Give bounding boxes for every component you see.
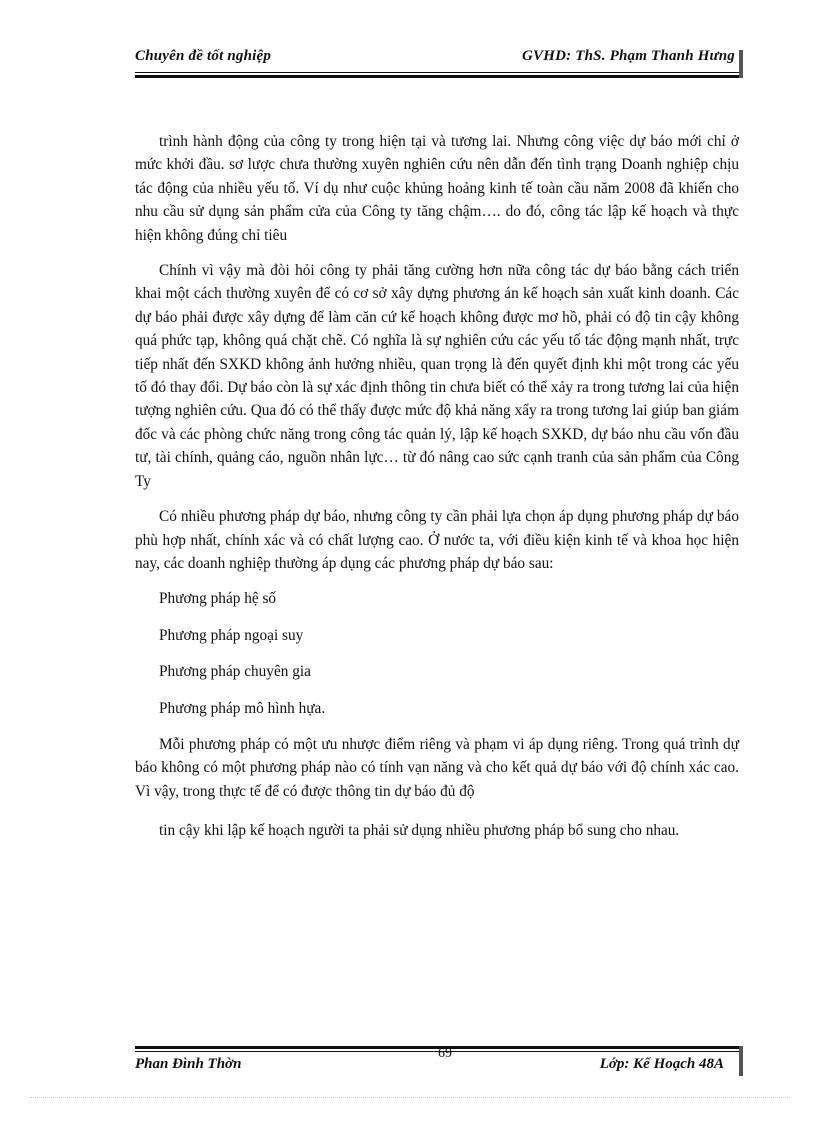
header-rule-thick	[135, 75, 739, 78]
paragraph-1: trình hành động của công ty trong hiện tại và tương lai. Nhưng công việc dự báo mới chỉ ở mức khởi đầu. sơ lược chưa thường xuyên nghiên cứu nên dẫn đến tình trạng Doanh nghiệp chịu tác động của nhiều yếu tố. Ví dụ như cuộc khủng hoảng kinh tế toàn cầu năm 2008 đã khiến cho nhu cầu sử dụng sản phẩm cửa của Công ty tăng chậm…. do đó, công tác lập kế hoạch và thực hiện không đúng chỉ tiêu	[135, 133, 739, 244]
header-title: Chuyên đề tốt nghiệp	[135, 48, 272, 64]
page-header	[135, 48, 739, 70]
header-shadow	[739, 50, 743, 78]
header-rule-thin	[135, 72, 739, 73]
method-item-1: Phương pháp hệ số	[159, 590, 277, 608]
method-item-2: Phương pháp ngoại suy	[159, 626, 304, 644]
header-supervisor: GVHD: ThS. Phạm Thanh Hưng	[522, 48, 735, 64]
paragraph-4: Mỗi phương pháp có một ưu nhược điểm riêng và phạm vi áp dụng riêng. Trong quá trình dự báo không có một phương pháp nào có tính vạn năng và cho kết quả dự báo với độ chính xác cao. Vì vậy, trong thực tế để có được thông tin dự báo đủ độ	[135, 735, 739, 800]
page-bottom-border	[30, 1097, 790, 1099]
page-number: 69	[438, 1046, 452, 1061]
footer-shadow	[739, 1046, 743, 1076]
paragraph-3: Có nhiều phương pháp dự báo, nhưng công ty cần phải lựa chọn áp dụng phương pháp dự báo phù hợp nhất, chính xác và có chất lượng cao. Ở nước ta, với điều kiện kinh tế và khoa học hiện nay, các doanh nghiệp thường áp dụng các phương pháp dự báo sau:	[135, 508, 739, 572]
paragraph-2: Chính vì vậy mà đòi hỏi công ty phải tăng cường hơn nữa công tác dự báo bằng cách triển khai một cách thường xuyên để có cơ sở xây dựng phương án kế hoạch sản xuất kinh doanh. Các dự báo phải được xây dựng để làm căn cứ kế hoạch không được mơ hồ, phải có độ tin cậy không quá phức tạp, không quá chặt chẽ. Có nghĩa là sự nghiên cứu các yếu tố tác động mạnh nhất, trực tiếp nhất đến SXKD không ảnh hưởng nhiều, quan trọng là đến quyết định khi một trong các yếu tố đó thay đổi. Dự báo còn là sự xác định thông tin chưa biết có thể xảy ra trong tương lai của hiện tượng nghiên cứu. Qua đó có thể thấy được mức độ khả năng xẩy ra trong tương lai giúp ban giám đốc và các phòng chức năng trong công tác quản lý, lập kế hoạch SXKD, dự báo nhu cầu vốn đầu tư, tài chính, quảng cáo, nguồn nhân lực… từ đó nâng cao sức cạnh tranh của sản phẩm của Công Ty	[135, 262, 739, 490]
page-body	[135, 130, 739, 855]
footer-class: Lớp: Kế Hoạch 48A	[599, 1056, 724, 1072]
method-item-3: Phương pháp chuyên gia	[159, 663, 311, 681]
footer-author: Phan Đình Thờn	[135, 1056, 242, 1072]
method-item-4: Phương pháp mô hình hựa.	[159, 699, 326, 717]
paragraph-5: tin cậy khi lập kế hoạch người ta phải sử dụng nhiều phương pháp bổ sung cho nhau.	[159, 822, 680, 840]
